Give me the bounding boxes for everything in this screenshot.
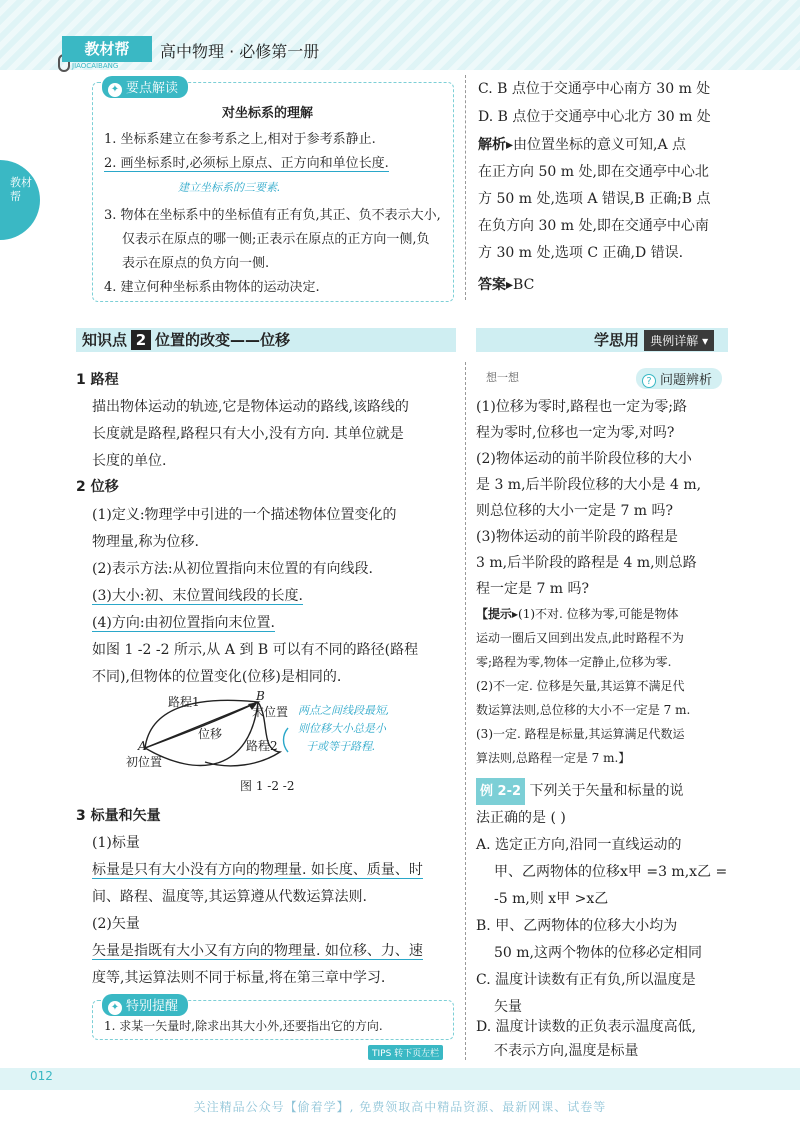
key-point-3c: 表示在原点的负方向一侧. [122, 256, 270, 271]
answer-line [478, 272, 534, 299]
example-line-11: 不表示方向,温度是标量 [494, 1043, 639, 1059]
example-line-2: 法正确的是 ( ) [476, 810, 566, 826]
example-tag-label: 例 [480, 784, 494, 799]
key-point-1: 1. 坐标系建立在参考系之上,相对于参考系静止. [104, 132, 376, 147]
column-divider [465, 75, 466, 300]
example-line-8: C. 温度计读数有正有负,所以温度是 [476, 972, 696, 988]
sv-line-2 [92, 857, 423, 884]
disp-line-2: 物理量,称为位移. [92, 534, 199, 550]
key-points-tag-label: 要点解读 [126, 81, 179, 96]
hint-line-1 [476, 602, 679, 626]
brand-subtitle: JIAOCAIBANG [72, 62, 119, 70]
book-title: 高中物理 · 必修第一册 [160, 42, 320, 61]
hint-line-7: 算法则,总路程一定是 7 m.】 [476, 751, 631, 765]
section-prefix: 知识点 [82, 331, 128, 349]
arrow-right-icon: ▸ [512, 607, 519, 621]
column-divider [465, 362, 466, 1060]
example-line-5: -5 m,则 x甲 >x乙 [494, 891, 609, 907]
special-text: 1. 求某一矢量时,除求出其大小外,还要指出它的方向. [104, 1019, 383, 1033]
figure-note-3: 于或等于路程. [306, 740, 376, 753]
section-title-text: 位置的改变——位移 [155, 331, 291, 349]
key-points-tag [102, 76, 188, 98]
sv-line-5 [92, 938, 423, 965]
key-points-title: 对坐标系的理解 [222, 106, 314, 121]
handwritten-note: 建立坐标系的三要素. [178, 181, 281, 194]
heading-path: 1 路程 [76, 372, 119, 388]
brand-logo: 教材帮 [62, 36, 152, 62]
section-title [82, 329, 290, 350]
disp-line-7: 不同),但物体的位置变化(位移)是相同的. [92, 669, 342, 685]
arrow-right-icon: ▸ [506, 137, 514, 153]
sv-line-2-text: 标量是只有大小没有方向的物理量. 如长度、质量、时 [92, 862, 423, 878]
analysis-line-5: 方 30 m 处,选项 C 正确,D 错误. [478, 245, 684, 261]
key-point-3b: 仅表示在原点的哪一侧;正表示在原点的正方向一侧,负 [122, 232, 430, 247]
analysis-line-3: 方 50 m 处,选项 A 错误,B 正确;B 点 [478, 191, 711, 207]
question-tag [636, 368, 722, 389]
example-line-9: 矢量 [494, 999, 522, 1015]
option-d: D. B 点位于交通亭中心北方 30 m 处 [478, 109, 711, 125]
answer-value: BC [513, 277, 535, 293]
sv-line-4: (2)矢量 [92, 916, 140, 932]
disp-line-1: (1)定义:物理学中引进的一个描述物体位置变化的 [92, 507, 397, 523]
path-line-1: 描出物体运动的轨迹,它是物体运动的路线,该路线的 [92, 399, 409, 415]
example-line-10: D. 温度计读数的正负表示温度高低, [476, 1019, 697, 1035]
disp-line-3: (2)表示方法:从初位置指向末位置的有向线段. [92, 561, 373, 577]
question-line-6: (3)物体运动的前半阶段的路程是 [476, 529, 678, 545]
analysis-line-2: 在正方向 50 m 处,即在交通亭中心北 [478, 164, 709, 180]
section-right-pill: 典例详解 ▾ [644, 330, 714, 351]
example-tag [476, 778, 525, 805]
question-line-1: (1)位移为零时,路程也一定为零;路 [476, 399, 687, 415]
lightbulb-icon: ✦ [108, 1001, 122, 1015]
question-icon: ? [642, 374, 656, 388]
example-line-3: A. 选定正方向,沿同一直线运动的 [476, 837, 682, 853]
path-line-3: 长度的单位. [92, 453, 167, 469]
option-c: C. B 点位于交通亭中心南方 30 m 处 [478, 81, 711, 97]
example-line-1 [476, 778, 684, 805]
key-point-2-text: 2. 画坐标系时,必须标上原点、正方向和单位长度. [104, 156, 389, 171]
figure-path1: 路程1 [168, 695, 200, 709]
tips-badge: TIPS 转下页左栏 [368, 1045, 443, 1060]
question-line-7: 3 m,后半阶段的路程是 4 m,则总路 [476, 555, 697, 571]
hint-line-4: (2)不一定. 位移是矢量,其运算不满足代 [476, 679, 685, 693]
hint-line-5: 数运算法则,总位移的大小不一定是 7 m. [476, 703, 691, 717]
example-number: 2-2 [497, 784, 522, 799]
example-line-7: 50 m,这两个物体的位移必定相同 [494, 945, 702, 961]
section-right-pill-label: 典例详解 [650, 334, 699, 348]
think-label: 想一想 [486, 371, 519, 384]
side-tab: 教材帮 [0, 160, 40, 240]
answer-label: 答案 [478, 277, 506, 293]
special-tag-label: 特别提醒 [126, 999, 179, 1014]
figure-a: A [138, 739, 147, 753]
disp-line-5 [92, 610, 275, 637]
analysis-line-4: 在负方向 30 m 处,即在交通亭中心南 [478, 218, 709, 234]
special-tag [102, 994, 188, 1016]
key-point-4: 4. 建立何种坐标系由物体的运动决定. [104, 280, 320, 295]
sv-line-3: 间、路程、温度等,其运算遵从代数运算法则. [92, 889, 367, 905]
question-line-5: 则总位移的大小一定是 7 m 吗? [476, 503, 674, 519]
disp-line-5-text: (4)方向:由初位置指向末位置. [92, 615, 275, 631]
hint-line-2: 运动一圈后又回到出发点,此时路程不为 [476, 631, 684, 645]
hint-text-1: (1)不对. 位移为零,可能是物体 [518, 607, 679, 621]
heading-scalar-vector: 3 标量和矢量 [76, 808, 161, 824]
key-point-2 [104, 152, 389, 176]
arrow-right-icon: ▸ [506, 277, 514, 293]
question-line-4: 是 3 m,后半阶段位移的大小是 4 m, [476, 477, 702, 493]
section-right [594, 329, 714, 351]
question-line-2: 程为零时,位移也一定为零,对吗? [476, 425, 675, 441]
analysis-text-1: 由位置坐标的意义可知,A 点 [513, 137, 687, 153]
figure-end: 末位置 [252, 705, 289, 719]
figure-caption: 图 1 -2 -2 [240, 779, 295, 793]
figure-path2: 路程2 [246, 739, 278, 753]
hint-line-6: (3)一定. 路程是标量,其运算满足代数运 [476, 727, 685, 741]
sv-line-5-text: 矢量是指既有大小又有方向的物理量. 如位移、力、速 [92, 943, 423, 959]
analysis-label: 解析 [478, 137, 506, 153]
figure-b: B [256, 689, 265, 703]
question-tag-label: 问题辨析 [660, 373, 713, 388]
figure-disp: 位移 [198, 727, 223, 741]
heading-displacement: 2 位移 [76, 479, 119, 495]
figure-note-2: 则位移大小总是小 [298, 722, 386, 735]
key-point-3a: 3. 物体在坐标系中的坐标值有正有负,其正、负不表示大小, [104, 208, 441, 223]
figure-init: 初位置 [126, 755, 163, 769]
example-line-4: 甲、乙两物体的位移x甲 =3 m,x乙 = [494, 864, 728, 880]
footer-band [0, 1068, 800, 1090]
disp-line-4 [92, 583, 303, 610]
sv-line-1: (1)标量 [92, 835, 140, 851]
lightbulb-icon: ✦ [108, 83, 122, 97]
question-line-3: (2)物体运动的前半阶段位移的大小 [476, 451, 692, 467]
question-line-8: 程一定是 7 m 吗? [476, 581, 590, 597]
page-number: 012 [30, 1069, 53, 1083]
disp-line-4-text: (3)大小:初、末位置间线段的长度. [92, 588, 303, 604]
section-right-label: 学思用 [594, 331, 640, 349]
path-line-2: 长度就是路程,路程只有大小,没有方向. 其单位就是 [92, 426, 404, 442]
example-line-6: B. 甲、乙两物体的位移大小均为 [476, 918, 678, 934]
figure-note-1: 两点之间线段最短, [298, 704, 390, 717]
hint-label: 【提示 [476, 607, 513, 621]
hint-line-3: 零;路程为零,物体一定静止,位移为零. [476, 655, 672, 669]
disp-line-6: 如图 1 -2 -2 所示,从 A 到 B 可以有不同的路径(路程 [92, 642, 419, 658]
footer-note: 关注精品公众号【偷着学】, 免费领取高中精品资源、最新网课、试卷等 [193, 1100, 607, 1114]
analysis-line-1 [478, 132, 686, 159]
example-text-1: 下列关于矢量和标量的说 [529, 783, 684, 799]
sv-line-6: 度等,其运算法则不同于标量,将在第三章中学习. [92, 970, 386, 986]
section-number: 2 [131, 330, 151, 350]
